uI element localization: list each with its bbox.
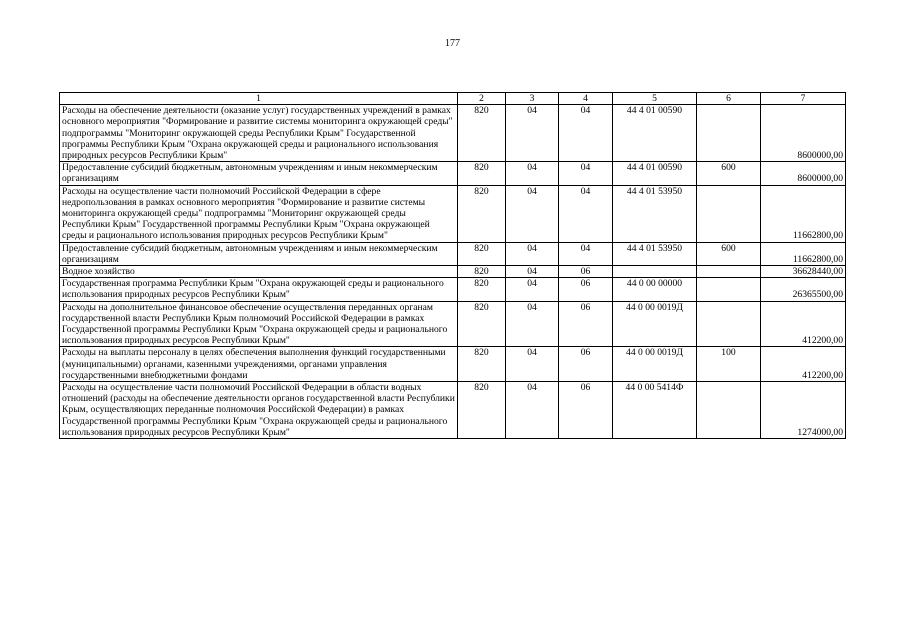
section-code-cell: 04 [506, 105, 559, 162]
amount-cell: 8600000,00 [761, 105, 846, 162]
subsection-code-cell: 06 [559, 382, 613, 439]
table-row [60, 347, 846, 382]
amount-cell: 412200,00 [761, 347, 846, 382]
expense-type-cell [697, 105, 761, 162]
item-name-cell: Расходы на обеспечение деятельности (оказание услуг) государственных учреждений в рамках основного мероприятия "Формирование и развитие системы мониторинга окружающей среды" подпрограммы "Мониторинг окружающей среды Республики Крым" Государственной программы Республики Крым "Охрана окружающей среды и рационального использования природных ресурсов Республики Крым" [60, 105, 458, 162]
item-name-cell: Государственная программа Республики Крым "Охрана окружающей среды и рационального использования природных ресурсов Республики Крым" [60, 278, 458, 301]
table-row [60, 162, 846, 185]
table-body [60, 105, 846, 439]
table-row [60, 105, 846, 162]
ministry-code-cell: 820 [458, 242, 506, 265]
ministry-code-cell: 820 [458, 105, 506, 162]
amount-cell: 1274000,00 [761, 382, 846, 439]
column-header: 7 [761, 93, 846, 105]
column-header: 1 [60, 93, 458, 105]
ministry-code-cell: 820 [458, 301, 506, 347]
budget-table [59, 92, 846, 439]
table-row [60, 301, 846, 347]
item-name-cell: Предоставление субсидий бюджетным, автономным учреждениям и иным некоммерческим организациям [60, 162, 458, 185]
table-row [60, 278, 846, 301]
item-name-cell: Расходы на дополнительное финансовое обеспечение осуществления переданных органам государственной власти Республики Крым полномочий Российской Федерации в рамках Государственной программы Республики Крым "Охрана окружающей среды и рационального использования природных ресурсов Республики Крым" [60, 301, 458, 347]
amount-cell: 412200,00 [761, 301, 846, 347]
amount-cell: 11662800,00 [761, 242, 846, 265]
ministry-code-cell: 820 [458, 382, 506, 439]
target-article-cell [613, 266, 697, 278]
amount-cell: 8600000,00 [761, 162, 846, 185]
expense-type-cell: 600 [697, 162, 761, 185]
table-header-row [60, 93, 846, 105]
table-row [60, 266, 846, 278]
target-article-cell: 44 4 01 00590 [613, 162, 697, 185]
amount-cell: 11662800,00 [761, 185, 846, 242]
expense-type-cell: 600 [697, 242, 761, 265]
column-header: 3 [506, 93, 559, 105]
ministry-code-cell: 820 [458, 266, 506, 278]
target-article-cell: 44 4 01 00590 [613, 105, 697, 162]
target-article-cell: 44 0 00 0019Д [613, 347, 697, 382]
target-article-cell: 44 0 00 0019Д [613, 301, 697, 347]
subsection-code-cell: 04 [559, 105, 613, 162]
section-code-cell: 04 [506, 347, 559, 382]
column-header: 6 [697, 93, 761, 105]
expense-type-cell [697, 185, 761, 242]
section-code-cell: 04 [506, 266, 559, 278]
target-article-cell: 44 4 01 53950 [613, 242, 697, 265]
amount-cell: 26365500,00 [761, 278, 846, 301]
target-article-cell: 44 4 01 53950 [613, 185, 697, 242]
item-name-cell: Водное хозяйство [60, 266, 458, 278]
subsection-code-cell: 06 [559, 347, 613, 382]
item-name-cell: Расходы на осуществление части полномочий Российской Федерации в области водных отношений (расходы на обеспечение деятельности органов государственной власти Республики Крым, осуществляющих переданные полномочия Российской Федерации) в рамках Государственной программы Республики Крым "Охрана окружающей среды и рационального использования природных ресурсов Республики Крым" [60, 382, 458, 439]
expense-type-cell [697, 301, 761, 347]
column-header: 2 [458, 93, 506, 105]
table-row [60, 242, 846, 265]
section-code-cell: 04 [506, 301, 559, 347]
ministry-code-cell: 820 [458, 347, 506, 382]
subsection-code-cell: 04 [559, 185, 613, 242]
subsection-code-cell: 04 [559, 242, 613, 265]
expense-type-cell [697, 266, 761, 278]
section-code-cell: 04 [506, 162, 559, 185]
table-row [60, 185, 846, 242]
expense-type-cell: 100 [697, 347, 761, 382]
subsection-code-cell: 06 [559, 301, 613, 347]
subsection-code-cell: 06 [559, 266, 613, 278]
subsection-code-cell: 06 [559, 278, 613, 301]
item-name-cell: Расходы на осуществление части полномочий Российской Федерации в сфере недропользования в рамках основного мероприятия "Формирование и развитие системы мониторинга окружающей среды" подпрограммы "Мониторинг окружающей среды Республики Крым" Государственной программы Республики Крым "Охрана окружающей среды и рационального использования природных ресурсов Республики Крым" [60, 185, 458, 242]
ministry-code-cell: 820 [458, 278, 506, 301]
section-code-cell: 04 [506, 382, 559, 439]
page-number: 177 [445, 38, 460, 49]
expense-type-cell [697, 382, 761, 439]
subsection-code-cell: 04 [559, 162, 613, 185]
section-code-cell: 04 [506, 185, 559, 242]
expense-type-cell [697, 278, 761, 301]
section-code-cell: 04 [506, 278, 559, 301]
item-name-cell: Предоставление субсидий бюджетным, автономным учреждениям и иным некоммерческим организациям [60, 242, 458, 265]
item-name-cell: Расходы на выплаты персоналу в целях обеспечения выполнения функций государственными (муниципальными) органами, казенными учреждениями, органами управления государственными внебюджетными фондами [60, 347, 458, 382]
ministry-code-cell: 820 [458, 162, 506, 185]
column-header: 4 [559, 93, 613, 105]
ministry-code-cell: 820 [458, 185, 506, 242]
table-row [60, 382, 846, 439]
target-article-cell: 44 0 00 00000 [613, 278, 697, 301]
column-header: 5 [613, 93, 697, 105]
amount-cell: 36628440,00 [761, 266, 846, 278]
target-article-cell: 44 0 00 5414Ф [613, 382, 697, 439]
section-code-cell: 04 [506, 242, 559, 265]
